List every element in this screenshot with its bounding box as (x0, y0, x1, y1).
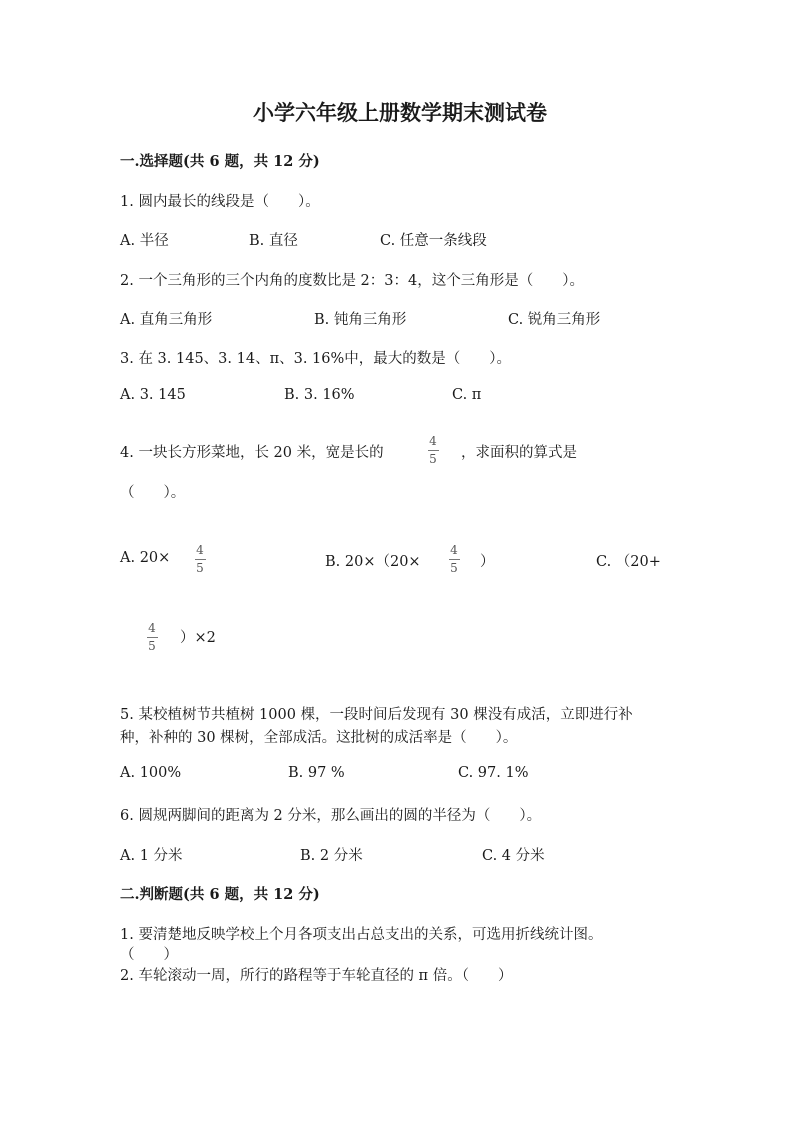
option-b-fraction (446, 544, 462, 575)
question-1-option-c: C. 任意一条线段 (380, 233, 487, 249)
question-1-option-a: A. 半径 (120, 233, 169, 249)
judgement-1-line-2: （ ） (120, 947, 178, 963)
section-heading-choice: 一.选择题(共 6 题，共 12 分) (120, 153, 320, 170)
question-2-text: 2. 一个三角形的三个内角的度数比是 2：3：4，这个三角形是（ ）。 (120, 273, 584, 289)
question-3-option-a: A. 3. 145 (120, 387, 186, 403)
fraction-denominator: 5 (148, 639, 156, 653)
question-3-option-c: C. π (452, 387, 482, 403)
judgement-1-line-1: 1. 要清楚地反映学校上个月各项支出占总支出的关系，可选用折线统计图。 (120, 927, 603, 943)
fraction-denominator: 5 (196, 561, 204, 575)
question-3-option-b: B. 3. 16% (284, 387, 355, 403)
question-2-option-a: A. 直角三角形 (120, 312, 213, 328)
question-5-option-b: B. 97 % (288, 765, 345, 781)
fraction-bar (428, 450, 439, 451)
fraction-bar (147, 637, 158, 638)
fraction-denominator: 5 (429, 452, 437, 466)
question-4-option-b-start: B. 20×（20× (325, 554, 421, 570)
question-5-line-1: 5. 某校植树节共植树 1000 棵，一段时间后发现有 30 棵没有成活，立即进行补 (120, 707, 633, 723)
fraction-bar (195, 559, 206, 560)
option-c-fraction (144, 622, 160, 653)
fraction-denominator: 5 (450, 561, 458, 575)
question-5-line-2: 种，补种的 30 棵树，全部成活。这批树的成活率是（ ）。 (120, 730, 518, 746)
question-4-option-a: A. 20× (120, 550, 171, 566)
question-1-option-b: B. 直径 (249, 233, 298, 249)
question-6-text: 6. 圆规两脚间的距离为 2 分米，那么画出的圆的半径为（ ）。 (120, 808, 542, 824)
fraction-bar (449, 559, 460, 560)
page-title: 小学六年级上册数学期末测试卷 (253, 100, 547, 125)
option-a-fraction (192, 544, 208, 575)
question-6-option-c: C. 4 分米 (482, 848, 545, 864)
judgement-2-text: 2. 车轮滚动一周，所行的路程等于车轮直径的 π 倍。（ ） (120, 968, 513, 984)
fraction-numerator: 4 (450, 543, 458, 557)
section-heading-judgement: 二.判断题(共 6 题，共 12 分) (120, 886, 320, 903)
fraction-numerator: 4 (196, 543, 204, 557)
fraction-numerator: 4 (429, 434, 437, 448)
question-4-option-c-start: C. （20+ (596, 554, 661, 570)
question-5-option-c: C. 97. 1% (458, 765, 529, 781)
question-1-text: 1. 圆内最长的线段是（ ）。 (120, 194, 320, 210)
question-4-text-start: 4. 一块长方形菜地，长 20 米，宽是长的 (120, 445, 384, 461)
question-3-text: 3. 在 3. 145、3. 14、π、3. 16%中，最大的数是（ ）。 (120, 351, 512, 367)
question-4-blank: （ ）。 (120, 485, 186, 501)
fraction-numerator: 4 (148, 621, 156, 635)
question-4-option-c-end: ）×2 (180, 630, 216, 646)
question-2-option-b: B. 钝角三角形 (314, 312, 407, 328)
question-4-fraction (425, 435, 441, 466)
question-5-option-a: A. 100% (120, 765, 182, 781)
question-6-option-a: A. 1 分米 (120, 848, 183, 864)
question-4-text-end: ，求面积的算式是 (461, 445, 577, 461)
question-2-option-c: C. 锐角三角形 (508, 312, 601, 328)
question-6-option-b: B. 2 分米 (300, 848, 363, 864)
question-4-option-b-end: ） (480, 554, 495, 570)
